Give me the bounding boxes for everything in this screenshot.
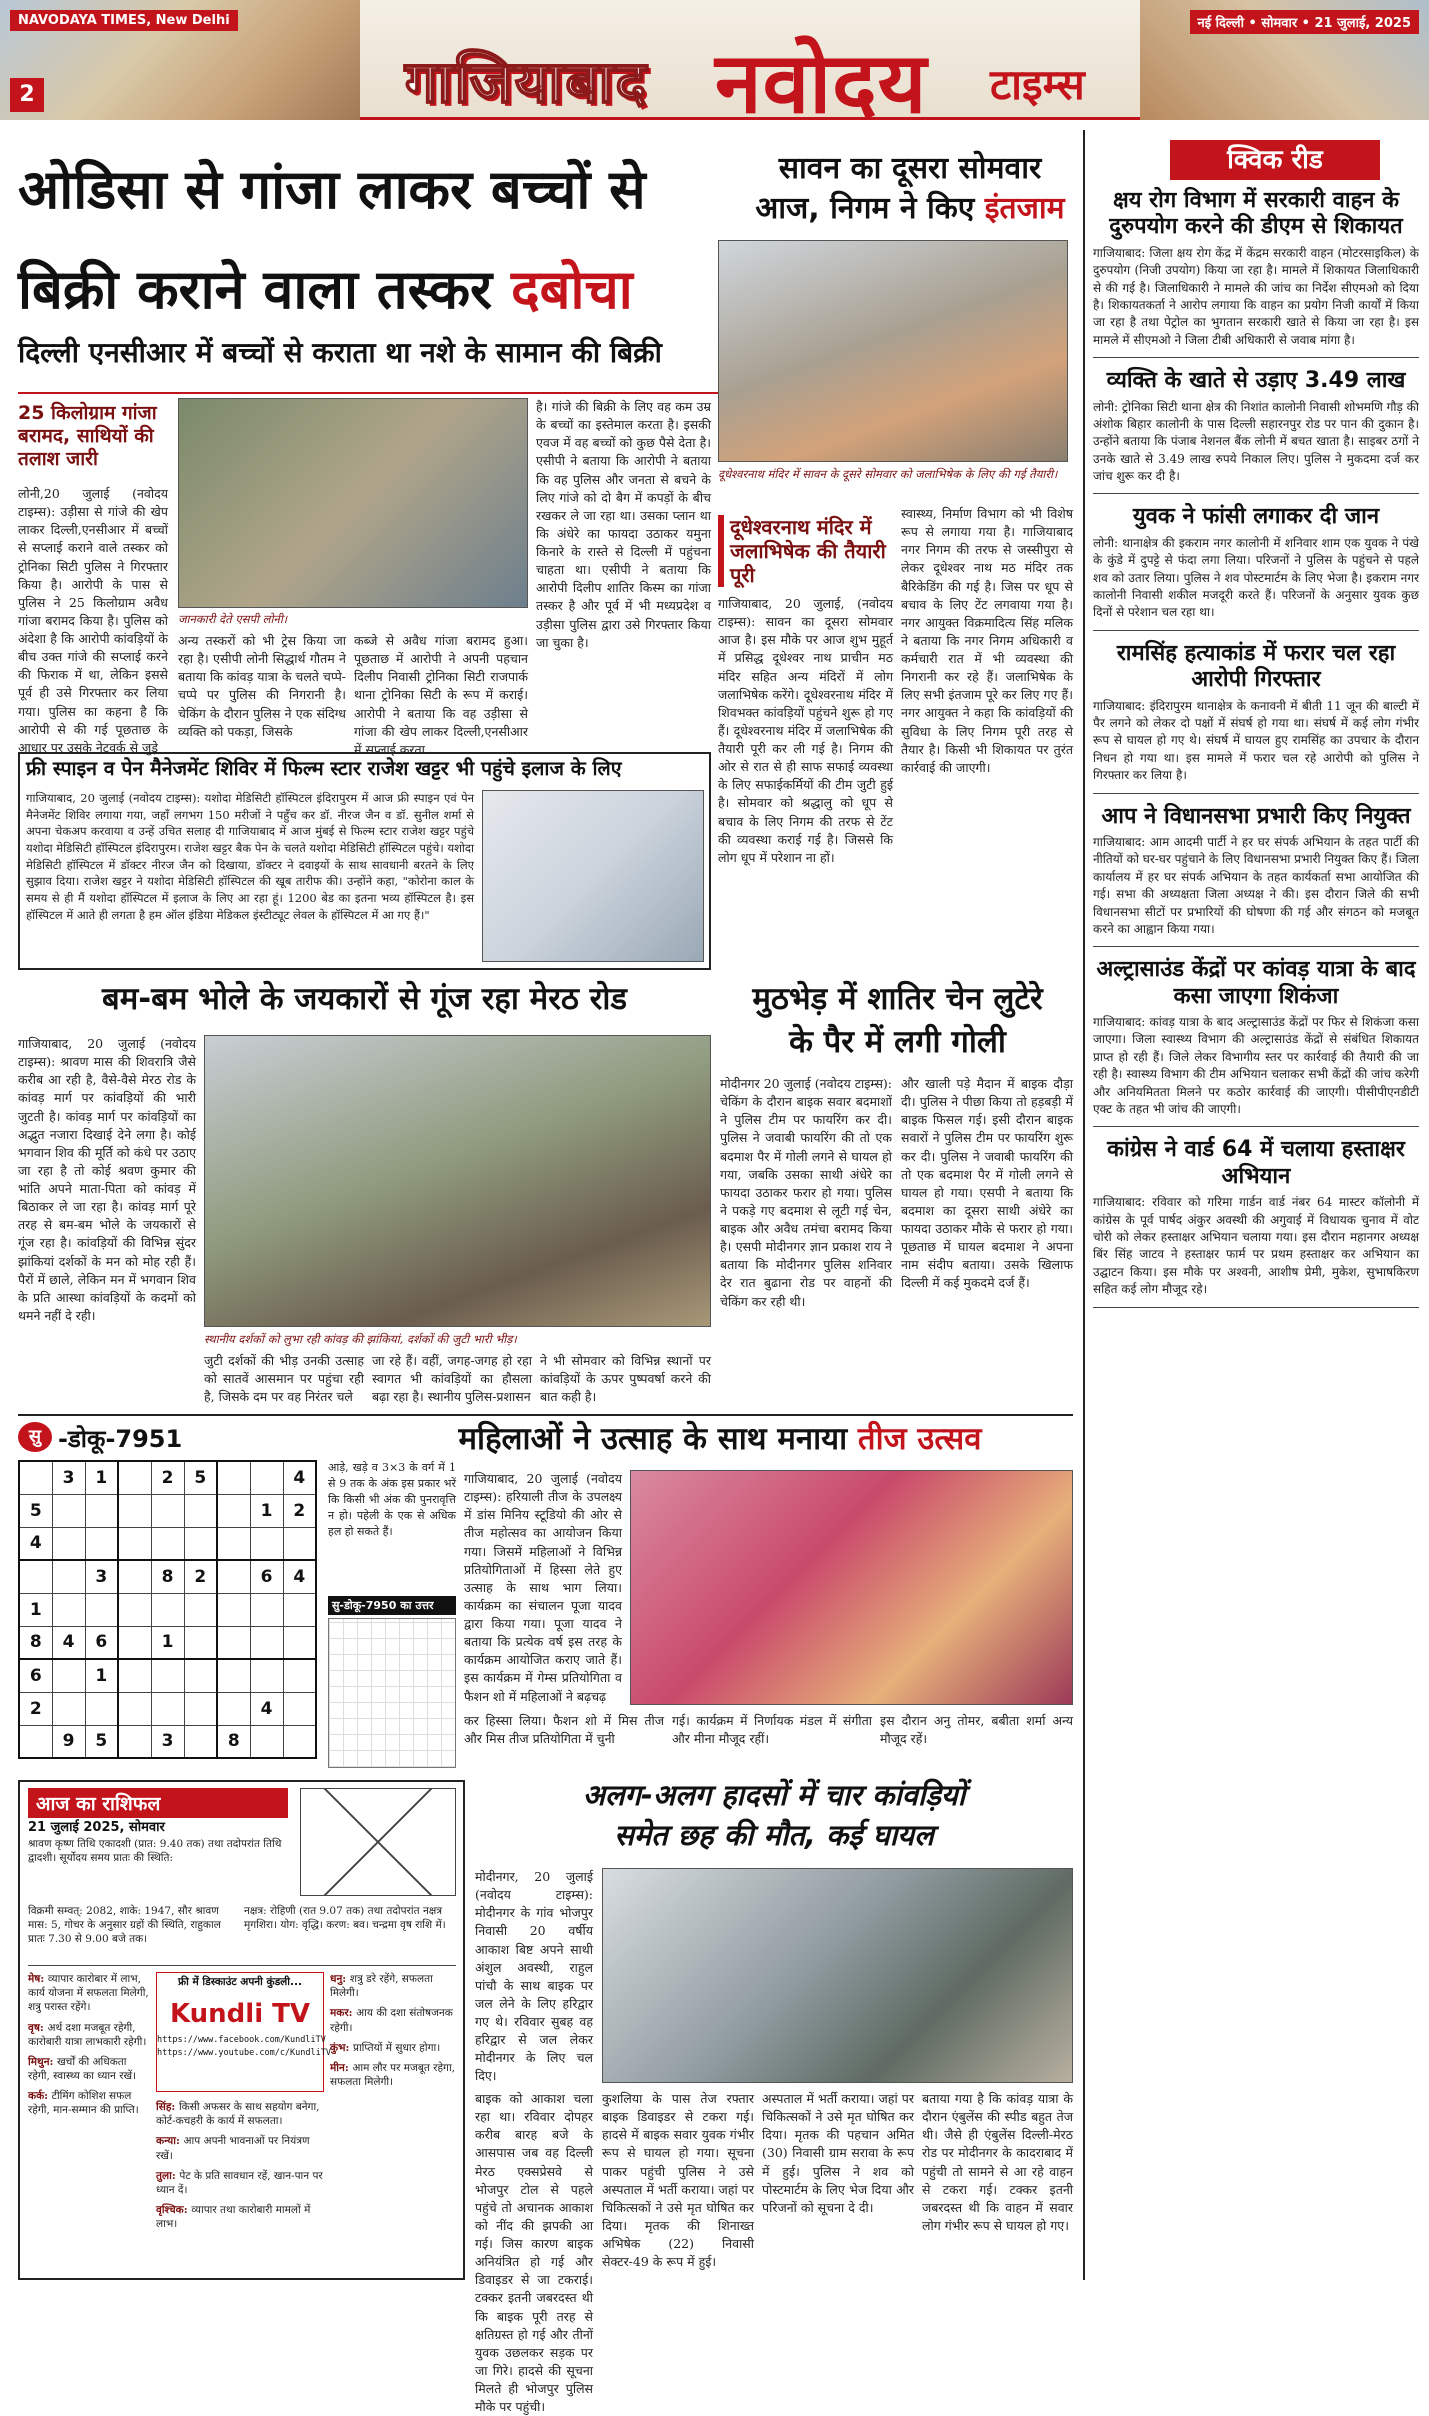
- sudoku-cell: 4: [19, 1527, 52, 1560]
- sudoku-cell: 2: [184, 1560, 217, 1593]
- sudoku-cell: 1: [19, 1593, 52, 1626]
- sudoku-cell: [283, 1659, 316, 1692]
- lead-headline-1: ओडिसा से गांजा लाकर बच्चों से: [18, 158, 646, 221]
- lead-photo-caption: जानकारी देते एसपी लोनी।: [178, 612, 288, 626]
- rashi-name: कुंभ:: [330, 2041, 353, 2054]
- sudoku-cell: [217, 1494, 250, 1527]
- lead-side-kicker: 25 किलोग्राम गांजा बरामद, साथियों की तलाश जारी: [18, 402, 157, 470]
- sudoku-cell: 9: [52, 1725, 85, 1758]
- lead-col4: है। गांजे की बिक्री के लिए वह कम उम्र के बच्चों का इस्तेमाल करता है। इसकी एवज में वह बच्चों को कुछ पैसे देता है। एसीपी ने बताया कि आरोपी ने बताया कि वह पुलिस और जनता से बचने के लिए गांजे को दो बैग में कपड़ों के बीच रखकर ले जा रहा था। उसका प्लान था कि अंधेरे का फायदा उठाकर यमुना किनारे के रास्ते से दिल्ली में पहुंचना चाहता था। एसीपी ने बताया कि आरोपी दिलीप शातिर किस्म का गांजा तस्कर है और पूर्व में भी मध्यप्रदेश व उड़ीसा पुलिस द्वारा उसे गिरफ्तार किया जा चुका है।: [536, 399, 711, 650]
- sudoku-cell: [250, 1725, 283, 1758]
- quick-read-divider: [1093, 946, 1419, 947]
- sudoku-cell: [217, 1593, 250, 1626]
- sudoku-cell: 3: [52, 1461, 85, 1494]
- sudoku-title-prefix: सु: [18, 1422, 52, 1452]
- teej-bottom1: कर हिस्सा लिया। फैशन शो में मिस तीज और मिस तीज प्रतियोगिता में चुनी: [464, 1713, 664, 1747]
- sawan-headline-2-text: आज, निगम ने किए: [755, 191, 975, 226]
- lead-col2: अन्य तस्करों को भी ट्रेस किया जा रहा है। एसीपी लोनी सिद्धार्थ गौतम ने बताया कि कांवड़ यात्रा के चलते चप्पे-चप्पे पर पुलिस की निगरानी है। चेकिंग के दौरान पुलिस ने एक संदिग्ध व्यक्ति को पकड़ा, जिसके: [178, 633, 347, 739]
- accident-col1: मोदीनगर, 20 जुलाई (नवोदय टाइम्स): मोदीनगर के गांव भोजपुर निवासी 20 वर्षीय आकाश बिष्ट अपने साथी अंशुल अवस्थी, राहुल पांचौ के साथ बाइक पर जल लेने के लिए हरिद्वार गए थे। रविवार सुबह वह हरिद्वार से जल लेकर मोदीनगर के लिए चल दिए।: [475, 1869, 593, 2084]
- sudoku-cell: [52, 1593, 85, 1626]
- sudoku-cell: 8: [19, 1626, 52, 1659]
- sudoku-title-bar: [18, 1422, 378, 1452]
- rashi-item: [28, 2089, 150, 2117]
- sudoku-cell: [19, 1560, 52, 1593]
- sudoku-cell: [52, 1560, 85, 1593]
- sudoku-cell: 1: [85, 1659, 118, 1692]
- sawan-photo: [718, 240, 1068, 462]
- quick-read-headline: क्षय रोग विभाग में सरकारी वाहन के दुरुपयोग करने की डीएम से शिकायत: [1109, 188, 1403, 240]
- sudoku-cell: [283, 1725, 316, 1758]
- sawan-col2: स्वास्थ्य, निर्माण विभाग को भी विशेष रूप से लगाया गया है। गाजियाबाद नगर निगम की तरफ से जस्सीपुरा से लेकर दूधेश्वर नाथ मठ मंदिर तक बैरिकेडिंग की गई है। जिस पर धूप से बचाव के लिए टेंट लगवाया गया है। नगर आयुक्त विक्रमादित्य सिंह मलिक ने बताया कि नगर निगम अधिकारी व कर्मचारी रात में भी व्यवस्था की निगरानी कर रहे हैं। जलाभिषेक के लिए सभी इंतजाम पूरे कर लिए गए हैं। नगर आयुक्त ने कहा कि कांवड़ियों की सुविधा के लिए निगम पूरी तरह से तैयार है। किसी भी शिकायत पर तुरंत कार्रवाई की जाएगी।: [901, 506, 1073, 775]
- sudoku-cell: [151, 1494, 184, 1527]
- sudoku-cell: 2: [151, 1461, 184, 1494]
- sudoku-cell: 1: [85, 1461, 118, 1494]
- sudoku-cell: [250, 1593, 283, 1626]
- teej-headline-highlight: तीज उत्सव: [857, 1421, 982, 1457]
- quick-read-text: गाजियाबाद: कांवड़ यात्रा के बाद अल्ट्रासाउंड केंद्रों पर फिर से शिकंजा कसा जाएगा। जिला स्वास्थ्य विभाग की अल्ट्रासाउंड केंद्रों से संबंधित शिकायत प्राप्त हो रही हैं। जिले लेकर विभागीय स्तर पर कार्रवाई की तैयारी की जा रही है। स्वास्थ्य विभाग की टीम अभियान चलाकर सभी केंद्रों की जांच करेगी और अनियमितता मिलने पर कठोर कार्रवाई की जाएगी। पीसीपीएनडीटी एक्ट के तहत भी जांच की जाएगी।: [1093, 1015, 1419, 1117]
- lead-col3: कब्जे से अवैध गांजा बरामद हुआ। पूछताछ में आरोपी ने अपनी पहचान दिलीप निवासी ट्रोनिका सिटी राजपार्क थाना ट्रोनिका सिटी के रूप में कराई। आरोपी ने बताया कि वह उड़ीसा से गांजा की खेप लाकर दिल्ली,एनसीआर में सप्लाई करता: [354, 633, 528, 757]
- rashi-name: धनु:: [330, 1973, 350, 1985]
- quick-read-text: लोनी: ट्रोनिका सिटी थाना क्षेत्र की निशांत कालोनी निवासी शोभमणि गौड़ की अंशोक बिहार कालोनी के पास दिल्ली सहारनपुर रोड पर पान की दुकान है। उन्होंने बताया कि पंजाब नेशनल बैंक लोनी में बचत खाता है। साइबर ठगों ने उनके खाते से 3.49 लाख रुपये निकाल लिए। पुलिस ने मुकदमा दर्ज कर जांच शुरू कर दी है।: [1093, 399, 1419, 484]
- rashi-text: अर्थ दशा मजबूत रहेगी, कारोबारी यात्रा लाभकारी रहेगी।: [28, 2021, 147, 2048]
- accident-headline-1: अलग-अलग हादसों में चार कांवड़ियों: [582, 1778, 966, 1812]
- accident-col2: बाइक को आकाश चला रहा था। रविवार दोपहर करीब बारह बजे के आसपास जब वह दिल्ली मेरठ एक्सप्रेसवे से भोजपुर टोल से पहले पहुंचे तो अचानक आकाश को नींद की झपकी आ गई। जिस कारण बाइक अनियंत्रित हो गई और डिवाइडर से जा टकराई। टक्कर इतनी जबरदस्त थी कि बाइक पूरी तरह से क्षतिग्रस्त हो गई और तीनों युवक उछलकर सड़क पर जा गिरे। हादसे की सूचना मिलते ही भोजपुर पुलिस मौके पर पहुंची।: [475, 2091, 593, 2415]
- teej-bottom3: इस दौरान अनु तोमर, बबीता शर्मा अन्य मौजूद रहें।: [880, 1713, 1073, 1747]
- teej-headline: [370, 1422, 1070, 1456]
- sudoku-cell: [151, 1692, 184, 1725]
- signs-middle-column: [156, 2100, 324, 2272]
- quick-read-item: [1093, 957, 1419, 1127]
- sudoku-row: [19, 1494, 316, 1527]
- sudoku-cell: [250, 1461, 283, 1494]
- accident-headline-2: समेत छह की मौत, कई घायल: [614, 1818, 934, 1852]
- sudoku-cell: 1: [250, 1494, 283, 1527]
- accident-col4: अस्पताल में भर्ती कराया। जहां पर चिकित्सकों ने उसे मृत घोषित कर दिया। मृतक की पहचान अमित (30) निवासी ग्राम सरावा के रूप में हुई। पुलिस ने शव को पोस्टमार्टम के लिए भेज दिया और परिजनों को सूचना दे दी।: [762, 2091, 914, 2215]
- sawan-kicker: दूधेश्वरनाथ मंदिर में जलाभिषेक की तैयारी पूरी: [718, 515, 893, 587]
- teej-headline-text: महिलाओं ने उत्साह के साथ मनाया: [458, 1421, 848, 1457]
- bam-photo-caption: स्थानीय दर्शकों को लुभा रही कांवड़ की झांकियां, दर्शकों की जुटी भारी भीड़।: [204, 1332, 517, 1346]
- rashifal-divider: [28, 1965, 456, 1966]
- sudoku-cell: 6: [85, 1626, 118, 1659]
- sudoku-cell: [184, 1494, 217, 1527]
- sudoku-cell: 6: [19, 1659, 52, 1692]
- sudoku-cell: [283, 1593, 316, 1626]
- quick-read-item: [1093, 641, 1419, 794]
- bam-headline: बम-बम भोले के जयकारों से गूंज रहा मेरठ रोड: [102, 981, 627, 1017]
- rashi-text: टीमिंग कोशिश सफल रहेगी, मान-सम्मान की प्राप्ति।: [28, 2090, 139, 2117]
- title-city: गाजियाबाद: [405, 48, 649, 116]
- lead-headline-2: [18, 260, 733, 319]
- sudoku-cell: [217, 1527, 250, 1560]
- mid-rule: [18, 1414, 1073, 1416]
- sudoku-cell: [217, 1461, 250, 1494]
- rashi-text: व्यापार कारोबार में लाभ, कार्य योजना में सफलता मिलेगी, शत्रु परास्त रहेंगे।: [28, 1973, 149, 2014]
- quick-read-headline: कांग्रेस ने वार्ड 64 में चलाया हस्ताक्षर अभियान: [1107, 1137, 1405, 1189]
- rashi-item: [156, 2203, 324, 2231]
- quick-read-headline: आप ने विधानसभा प्रभारी किए नियुक्त: [1101, 803, 1411, 829]
- quick-read-text: गाजियाबाद: रविवार को गरिमा गार्डन वार्ड नंबर 64 मास्टर कॉलोनी में कांग्रेस के पूर्व पार्षद अंकुर अवस्थी की अगुवाई में विधायक चुनाव में वोट चोरी को लेकर हस्ताक्षर अभियान चलाया गया। इस दौरान महानगर अध्यक्ष बिंर सिंह जाटव ने हस्ताक्षर फार्म पर प्रथम हस्ताक्षर कर अभियान का उद्घाटन किया। इस मौके पर अश्वनी, आशीष प्रेमी, मुकेश, सुभाषकिरण सहित कई लोग मौजूद रहे।: [1093, 1195, 1419, 1297]
- sudoku-row: [19, 1461, 316, 1494]
- kundli-promo-text: फ्री में डिस्काउंट अपनी कुंडली...: [178, 1976, 302, 1988]
- sawan-photo-caption: दूधेश्वरनाथ मंदिर में सावन के दूसरे सोमवार को जलाभिषेक के लिए की गई तैयारी।: [718, 467, 1058, 481]
- sudoku-cell: [217, 1560, 250, 1593]
- quick-read-divider: [1093, 1307, 1419, 1308]
- sudoku-cell: [283, 1626, 316, 1659]
- camp-text: गाजियाबाद, 20 जुलाई (नवोदय टाइम्स): यशोदा मेडिसिटी हॉस्पिटल इंदिरापुरम में आज फ्री स्पाइन एवं पेन मैनेजमेंट शिविर लगाया गया, जहाँ लगभग 150 मरीजों ने पहुँच कर डॉ. नीरज जैन व डॉ. सुनील शर्मा से अपना चेकअप करवाया व उन्हें उचित सलाह दी गाजियाबाद में आज मुंबई से फिल्म स्टार राजेश खट्टर पहुंचे यशोदा मेडिसिटी हॉस्पिटल इंदिरापुरम। राजेश खट्टर बैक पेन के चलते यशोदा मेडिसिटी हॉस्पिटल पहुंचे। यशोदा मेडिसिटी हॉस्पिटल में डॉक्टर नीरज जैन को दिखाया, डॉक्टर ने दवाइयों के साथ सावधानी बरतने के लिए सुझाव दिया। राजेश खट्टर ने यशोदा मेडिसिटी हॉस्पिटल की खूब तारीफ की। उन्होंने कहा, "कोरोना काल के समय से ही मैं यशोदा हॉस्पिटल में इलाज के लिए आ रहा हूं। 1200 बेड का इतना भव्य हॉस्पिटल है। इस हॉस्पिटल में आते ही लगता है हम ऑल इंडिया मेडिकल इंस्टीट्यूट लेवल के हॉस्पिटल में आ गए हैं।": [26, 791, 474, 922]
- rashi-name: वृष:: [28, 2021, 48, 2034]
- signs-right-column: [330, 1972, 456, 2272]
- rashi-text: आप अपनी भावनाओं पर नियंत्रण रखें।: [156, 2135, 310, 2162]
- sudoku-title: -डोकू-7951: [58, 1425, 183, 1453]
- bam-col-b2: जा रहे हैं। वहीं, जगह-जगह हो रहा स्वागत भी कांवड़ियों का हौसला बढ़ा रहा है। स्थानीय पुलिस-प्रशासन: [372, 1353, 532, 1405]
- paper-tag: NAVODAYA TIMES, New Delhi: [10, 10, 238, 31]
- kundli-facebook[interactable]: https://www.facebook.com/KundliTV: [157, 2035, 326, 2045]
- quick-read-label: क्विक रीड: [1170, 140, 1380, 180]
- rashi-name: मिथुन:: [28, 2055, 58, 2068]
- sudoku-row: [19, 1626, 316, 1659]
- sudoku-cell: [184, 1659, 217, 1692]
- sudoku-cell: 2: [283, 1494, 316, 1527]
- quick-read-divider: [1093, 493, 1419, 494]
- sudoku-cell: 8: [151, 1560, 184, 1593]
- rashi-text: खर्चों की अधिकता रहेगी, स्वास्थ्य का ध्यान रखें।: [28, 2055, 137, 2083]
- lead-photo: [178, 398, 528, 608]
- chain-col1: मोदीनगर 20 जुलाई (नवोदय टाइम्स): चेकिंग के दौरान बाइक सवार बदमाशों ने पुलिस टीम पर फायरिंग कर दी। पुलिस ने जवाबी फायरिंग की तो एक बदमाश पैर में गोली लगने से घायल हो गया, जबकि उसका साथी अंधेरे का फायदा उठाकर फरार हो गया। पुलिस ने पकड़े गए बदमाश से लूटी गई चेन, बाइक और अवैध तमंचा बरामद किया है। एसपी मोदीनगर ज्ञान प्रकाश राय ने बताया कि मोदीनगर पुलिस शनिवार देर रात बुढाना रोड पर वाहनों की चेकिंग कर रही थी।: [720, 1076, 892, 1309]
- sudoku-cell: [118, 1494, 151, 1527]
- rashi-text: पेट के प्रति सावधान रहें, खान-पान पर ध्यान दें।: [156, 2169, 323, 2196]
- rashi-name: तुला:: [156, 2169, 180, 2182]
- lead-rule: [18, 392, 733, 394]
- sudoku-answer-tag: सु-डोकू-7950 का उत्तर: [328, 1596, 456, 1615]
- lead-subhead: दिल्ली एनसीआर में बच्चों से कराता था नशे के सामान की बिक्री: [18, 336, 662, 369]
- quick-read-headline: रामसिंह हत्याकांड में फरार चल रहा आरोपी गिरफ्तार: [1116, 640, 1396, 693]
- sudoku-cell: 2: [19, 1692, 52, 1725]
- rashi-name: मेष:: [28, 1973, 48, 1985]
- quick-read-text: गाजियाबाद: आम आदमी पार्टी ने हर घर संपर्क अभियान के तहत पार्टी की नीतियों को घर-घर पहुंचाने के लिए विधानसभा प्रभारी नियुक्त किए हैं। जिला कार्यालय में हर घर संपर्क अभियान के तहत कार्यकर्ता सभा आयोजित की गई। सभा की अध्यक्षता जिला अध्यक्ष ने की। इस दौरान जिले की सभी विधानसभा सीटों पर प्रभारियों की घोषणा की गई और संगठन को मजबूत करने का आह्वान किया गया।: [1093, 834, 1419, 936]
- quick-read-divider: [1093, 793, 1419, 794]
- rashi-text: शत्रु डरे रहेंगे, सफलता मिलेगी।: [330, 1973, 433, 2000]
- sudoku-cell: [151, 1593, 184, 1626]
- sudoku-cell: [118, 1659, 151, 1692]
- accident-col5: बताया गया है कि कांवड़ यात्रा के दौरान एंबुलेंस की स्पीड बहुत तेज थी। जैसे ही एंबुलेंस दिल्ली-मेरठ रोड पर मोदीनगर के कादराबाद में पहुंची तो सामने से आ रहे वाहन से टकरा गई। टक्कर इतनी जबरदस्त थी कि वाहन में सवार लोग गंभीर रूप से घायल हो गए।: [922, 2091, 1073, 2233]
- rashi-name: वृश्चिक:: [156, 2204, 192, 2217]
- sudoku-cell: [118, 1527, 151, 1560]
- sudoku-cell: 8: [217, 1725, 250, 1758]
- rashi-text: आम लौर पर मजबूत रहेगा, सफलता मिलेगी।: [330, 2061, 456, 2089]
- accident-col3: कुशलिया के पास तेज रफ्तार बाइक डिवाइडर से टकरा गई। हादसे में बाइक सवार युवक गंभीर रूप से घायल हो गया। सूचना पाकर पहुंची पुलिस ने उसे अस्पताल में भर्ती कराया। जहां पर चिकित्सकों ने उसे मृत घोषित कर दिया। मृतक की शिनाख्त अभिषेक (22) निवासी सेक्टर-49 के रूप में हुई।: [602, 2091, 754, 2270]
- chain-col2: और खाली पड़े मैदान में बाइक दौड़ा दी। पुलिस ने पीछा किया तो हड़बड़ी में बाइक फिसल गई। इसी दौरान बाइक सवारों ने पुलिस टीम पर फायरिंग शुरू कर दी। पुलिस ने जवाबी फायरिंग की तो एक बदमाश पैर में गोली लगने से घायल हो गया। एसपी ने बताया कि बदमाश का दूसरा साथी अंधेरे का फायदा उठाकर मौके से फरार हो गया। पूछताछ में घायल बदमाश ने अपना नाम संदीप बताया। उसके खिलाफ दिल्ली में कई मुकदमे दर्ज हैं।: [901, 1076, 1073, 1291]
- quick-read-headline: व्यक्ति के खाते से उड़ाए 3.49 लाख: [1106, 368, 1406, 394]
- sawan-headline-2: [720, 192, 1100, 225]
- sudoku-cell: 3: [151, 1725, 184, 1758]
- sudoku-cell: [118, 1692, 151, 1725]
- sudoku-cell: [184, 1725, 217, 1758]
- quick-read-headline: अल्ट्रासाउंड केंद्रों पर कांवड़ यात्रा के बाद कसा जाएगा शिकंजा: [1096, 957, 1416, 1009]
- sudoku-row: [19, 1725, 316, 1758]
- sudoku-cell: 5: [19, 1494, 52, 1527]
- quick-read-item: [1093, 188, 1419, 358]
- sudoku-row: [19, 1560, 316, 1593]
- teej-col1: गाजियाबाद, 20 जुलाई (नवोदय टाइम्स): हरियाली तीज के उपलक्ष्य में डांस मिनिय स्टूडियो की ओर से तीज महोत्सव का आयोजन किया गया। जिसमें महिलाओं ने विभिन्न प्रतियोगिताओं में हिस्सा लेते हुए उत्साह के साथ भाग लिया। कार्यक्रम का संचालन पूजा यादव द्वारा किया गया। पूजा यादव ने बताया कि प्रत्येक वर्ष इस तरह के कार्यक्रम आयोजित कराए जाते हैं। इस कार्यक्रम में गेम्स प्रतियोगिता व फैशन शो में महिलाओं ने बढ़चढ़: [464, 1471, 622, 1704]
- sawan-headline-highlight: इंतजाम: [984, 191, 1065, 226]
- sudoku-cell: [85, 1494, 118, 1527]
- camp-headline: फ्री स्पाइन व पेन मैनेजमेंट शिविर में फिल्म स्टार राजेश खट्टर भी पहुंचे इलाज के लिए: [26, 757, 622, 780]
- sudoku-cell: [118, 1626, 151, 1659]
- rashi-item: [156, 2100, 324, 2128]
- sudoku-row: [19, 1593, 316, 1626]
- sudoku-cell: [217, 1692, 250, 1725]
- quick-read-text: गाजियाबाद: जिला क्षय रोग केंद्र में केंद्रम सरकारी वाहन (मोटरसाइकिल) के दुरुपयोग (निजी उपयोग) किया जा रहा है। मामले में शिकायत जिलाधिकारी से की गई है। जिलाधिकारी ने मामले की जांच का निर्देश सीएमओ को दिया है। शिकायतकर्ता ने आरोप लगाया कि वाहन का प्रयोग निजी कार्यों में किया जा रहा है तथा पेट्रोल का भुगतान सरकारी खाते से किया जा रहा है। इस मामले में सीएमओ ने जिला टीबी अधिकारी से जवाब मांगा है।: [1093, 245, 1419, 347]
- rashi-item: [156, 2169, 324, 2197]
- sudoku-grid: [18, 1460, 317, 1759]
- signs-left-column: [28, 1972, 150, 2272]
- rashifal-date: 21 जुलाई 2025, सोमवार: [28, 1820, 165, 1835]
- rashi-item: [156, 2134, 324, 2162]
- sudoku-row: [19, 1692, 316, 1725]
- sudoku-cell: 4: [250, 1692, 283, 1725]
- sudoku-cell: [52, 1494, 85, 1527]
- sudoku-cell: 4: [52, 1626, 85, 1659]
- rashi-item: [28, 1972, 150, 2015]
- quick-read-headline: युवक ने फांसी लगाकर दी जान: [1132, 504, 1380, 530]
- sudoku-cell: 5: [184, 1461, 217, 1494]
- quick-read-divider: [1093, 630, 1419, 631]
- bam-photo: [204, 1035, 711, 1327]
- rashi-text: व्यापार तथा कारोबारी मामलों में लाभ।: [156, 2204, 311, 2231]
- quick-read-list: [1093, 188, 1419, 2280]
- quick-read-divider: [1093, 1126, 1419, 1127]
- sudoku-cell: 1: [151, 1626, 184, 1659]
- kundli-brand: Kundli TV: [169, 1999, 311, 2029]
- sudoku-cell: [118, 1560, 151, 1593]
- teej-photo: [630, 1470, 1073, 1705]
- sudoku-cell: [118, 1593, 151, 1626]
- sudoku-cell: [250, 1626, 283, 1659]
- sawan-col1: गाजियाबाद, 20 जुलाई, (नवोदय टाइम्स): सावन का दूसरा सोमवार आज है। इस मौके पर आज शुभ मुहूर्त में प्रसिद्ध दूधेश्वर नाथ प्राचीन मठ मंदिर सहित अन्य मंदिरों में लोग जलाभिषेक करेंगे। दूधेश्वरनाथ मंदिर में शिवभक्त कांवड़ियों पहुंचने शुरू हो गए हैं। दूधेश्वरनाथ मंदिर में जलाभिषेक की तैयारी पूरी कर ली गई है। निगम की ओर से रात से ही साफ सफाई व्यवस्था के लिए सफाईकर्मियों की टीम जुटी हुई है। सोमवार को श्रद्धालु को धूप से बचाव के लिए निगम की तरफ से टेंट की व्यवस्था कराई गई है। जिससे कि लोग धूप में परेशान ना हों।: [718, 596, 893, 865]
- sudoku-cell: [19, 1725, 52, 1758]
- date-tag: नई दिल्ली • सोमवार • 21 जुलाई, 2025: [1190, 10, 1419, 34]
- rashi-name: कर्क:: [28, 2090, 52, 2103]
- bam-col-b3: ने भी सोमवार को विभिन्न स्थानों पर कांवड़ियों के ऊपर पुष्पवर्षा करने की बात कही है।: [540, 1353, 711, 1405]
- rashi-item: [330, 2061, 456, 2089]
- quick-read-text: गाजियाबाद: इंदिरापुरम थानाक्षेत्र के कनावनी में बीती 11 जून की बाल्टी में पैर लगने को लेकर दो पक्षों में संघर्ष हो गया था। संघर्ष में कई लोग गंभीर रूप से घायल हो गए थे। संघर्ष में घायल हुए रामसिंह का उपचार के दौरान निधन हो गया था। इस मामले में फरार चल रहे आरोपी को पुलिस ने गिरफ्तार कर लिया है।: [1093, 698, 1419, 783]
- page-number: 2: [10, 78, 44, 112]
- camp-photo: [482, 790, 704, 962]
- rashi-text: किसी अफसर के साथ सहयोग बनेगा, कोर्ट-कचहरी के कार्य में सफलता।: [156, 2101, 320, 2128]
- kundli-youtube[interactable]: https://www.youtube.com/c/KundliTV: [157, 2048, 331, 2058]
- sidebar-divider: [1083, 130, 1085, 2280]
- sudoku-cell: [151, 1659, 184, 1692]
- rashifal-left-notes: विक्रमी सम्वत्: 2082, शाके: 1947, सौर श्रावण मास: 5, गोचर के अनुसार ग्रहों की स्थिति, राहुकाल प्रातः 7.30 से 9.00 बजे तक।: [28, 1905, 221, 1946]
- sudoku-cell: 3: [85, 1560, 118, 1593]
- lead-headline-highlight: दबोचा: [510, 258, 633, 321]
- sawan-headline-1: सावन का दूसरा सोमवार: [778, 151, 1042, 186]
- bam-col-b1: जुटी दर्शकों की भीड़ उनकी उत्साह को सातवें आसमान पर पहुंचा रही है, जिसके दम पर वह निरंतर चले: [204, 1353, 364, 1405]
- sudoku-cell: [85, 1692, 118, 1725]
- sudoku-row: [19, 1659, 316, 1692]
- sudoku-cell: [217, 1626, 250, 1659]
- chain-headline-1: मुठभेड़ में शातिर चेन लुटेरे: [752, 981, 1043, 1017]
- rashifal-right-notes: नक्षत्र: रोहिणी (रात 9.07 तक) तथा तदोपरांत नक्षत्र मृगशिरा। योग: वृद्धि। करण: बव। चन्द्रमा वृष राशि में।: [244, 1905, 446, 1932]
- sudoku-cell: [85, 1527, 118, 1560]
- rashi-name: कन्या:: [156, 2135, 184, 2148]
- rashi-name: मकर:: [330, 2007, 357, 2020]
- sudoku-cell: [151, 1527, 184, 1560]
- rashifal-title: आज का राशिफल: [28, 1788, 288, 1818]
- sudoku-cell: [118, 1725, 151, 1758]
- lead-col1: लोनी,20 जुलाई (नवोदय टाइम्स): उड़ीसा से गांजे की खेप लाकर दिल्ली,एनसीआर में बच्चों से सप्लाई कराने वाले तस्कर को ट्रोनिका सिटी पुलिस ने गिरफ्तार किया है। आरोपी के पास से पुलिस ने 25 किलोग्राम अवैध गांजा बरामद किया है। पुलिस को अंदेशा है कि आरोपी कांवड़ियों के बीच उक्त गांजे की सप्लाई करने की फिराक में था, लेकिन इससे पूर्व ही उसे गिरफ्तार कर लिया गया। पुलिस का कहना है कि आरोपी से की गई पूछताछ के आधार पर उसके नेटवर्क से जुड़े: [18, 486, 168, 755]
- masthead: [0, 0, 1429, 132]
- sudoku-cell: [184, 1626, 217, 1659]
- sudoku-cell: [250, 1659, 283, 1692]
- quick-read-divider: [1093, 357, 1419, 358]
- sudoku-cell: [85, 1593, 118, 1626]
- lead-headline-2-text: बिक्री कराने वाला तस्कर: [18, 258, 493, 321]
- rashi-item: [330, 2041, 456, 2055]
- sudoku-cell: [283, 1527, 316, 1560]
- title-times: टाइम्स: [990, 60, 1085, 109]
- sudoku-cell: [52, 1692, 85, 1725]
- rashi-text: प्राप्तियों में सुधार होगा।: [352, 2041, 441, 2054]
- rashi-name: मीन:: [330, 2061, 353, 2074]
- sudoku-cell: [217, 1659, 250, 1692]
- sudoku-cell: [184, 1692, 217, 1725]
- rashifal-panchang: श्रावण कृष्ण तिथि एकादशी (प्रात: 9.40 तक) तथा तदोपरांत तिथि द्वादशी। सूर्योदय समय प्रातः की स्थिति:: [28, 1838, 282, 1865]
- rashi-item: [28, 2055, 150, 2083]
- teej-bottom2: गई। कार्यक्रम में निर्णायक मंडल में संगीता और मीना मौजूद रहीं।: [672, 1713, 872, 1747]
- chain-headline-2: के पैर में लगी गोली: [789, 1024, 1006, 1060]
- quick-read-item: [1093, 804, 1419, 948]
- kundli-chart: [300, 1788, 456, 1896]
- sudoku-cell: [52, 1659, 85, 1692]
- rashi-item: [330, 2006, 456, 2034]
- rashi-text: आय की दशा संतोषजनक रहेगी।: [330, 2007, 453, 2034]
- quick-read-item: [1093, 504, 1419, 630]
- rashi-item: [330, 1972, 456, 2000]
- bam-col-left: गाजियाबाद, 20 जुलाई (नवोदय टाइम्स): श्रावण मास की शिवरात्रि जैसे करीब आ रही है, वैसे-वैसे मेरठ रोड के कांवड़ मार्ग पर कांवड़ियों की भारी जुटती है। कांवड़ मार्ग पर कांवड़ियों का अद्भुत नजारा दिखाई देने लगा है। कोई भगवान शिव की मूर्ति को कंधे पर उठाए जा रहा है तो कोई श्रवण कुमार की भांति अपने माता-पिता को कांवड़ में बिठाकर ले जा रहा है। कांवड़ मार्ग पूरे तरह से बम-बम भोले के जयकारों से गूंज रहा है। कांवड़ियों की विभिन्न सुंदर झांकियां दर्शकों के मन को मोह रही हैं। पैरों में छाले, लेकिन मन में भगवान शिव के प्रति आस्था कांवड़ियों के कदमों को थमने नहीं दे रही।: [18, 1036, 196, 1323]
- accident-photo: [602, 1868, 1073, 2083]
- sudoku-cell: 4: [283, 1461, 316, 1494]
- quick-read-text: लोनी: थानाक्षेत्र की इकराम नगर कालोनी में शनिवार शाम एक युवक ने पंखे के कुंडे में दुपट्टे से फंदा लगा लिया। परिजनों ने पुलिस के पहुंचने से पहले शव को उतार लिया। पुलिस ने शव पोस्टमार्टम के लिए भेजा है। इकराम नगर कालोनी निवासी शकील मजदूरी करते हैं। परिजनों के अनुसार युवक कुछ दिनों से परेशान चल रहा था।: [1093, 535, 1419, 620]
- sudoku-cell: 6: [250, 1560, 283, 1593]
- rashi-item: [28, 2021, 150, 2049]
- sudoku-rules: आड़े, खड़े व 3×3 के वर्ग में 1 से 9 तक के अंक इस प्रकार भरें कि किसी भी अंक की पुनरावृत्ति न हो। पहेली के एक से अधिक हल हो सकते हैं।: [328, 1461, 456, 1538]
- sudoku-cell: [250, 1527, 283, 1560]
- kundli-promo: [156, 1972, 331, 2092]
- sudoku-cell: [283, 1692, 316, 1725]
- sudoku-cell: [19, 1461, 52, 1494]
- sudoku-cell: [184, 1593, 217, 1626]
- quick-read-item: [1093, 368, 1419, 494]
- title-paper: नवोदय: [715, 34, 928, 132]
- sudoku-row: [19, 1527, 316, 1560]
- sudoku-cell: [52, 1527, 85, 1560]
- sudoku-cell: [184, 1527, 217, 1560]
- rashi-name: सिंह:: [156, 2101, 179, 2113]
- quick-read-item: [1093, 1137, 1419, 1307]
- sudoku-answer-grid: [328, 1618, 456, 1768]
- sudoku-cell: 4: [283, 1560, 316, 1593]
- sudoku-cell: 5: [85, 1725, 118, 1758]
- sudoku-cell: [118, 1461, 151, 1494]
